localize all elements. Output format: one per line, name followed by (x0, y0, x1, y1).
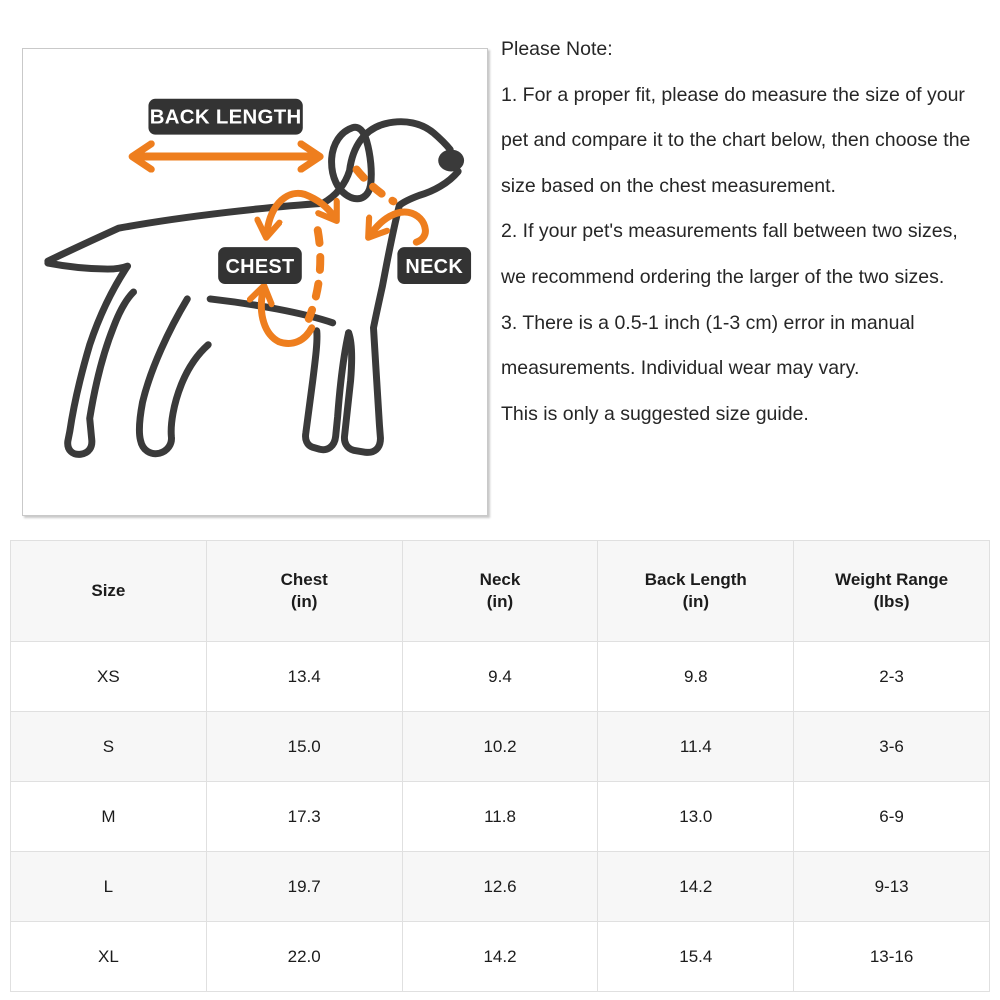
note-line: measurements. Individual wear may vary. (501, 357, 860, 380)
cell-back-length: 14.2 (598, 852, 794, 922)
dog-diagram-svg (23, 49, 487, 515)
cell-chest: 19.7 (206, 852, 402, 922)
table-row-s (11, 712, 990, 782)
dog-measurement-diagram (22, 48, 488, 516)
table-row-xl (11, 922, 990, 992)
table-header-row (11, 541, 990, 642)
cell-size: XS (11, 642, 207, 712)
cell-back-length: 13.0 (598, 782, 794, 852)
cell-weight: 2-3 (794, 642, 990, 712)
table-row-xs (11, 642, 990, 712)
cell-back-length: 15.4 (598, 922, 794, 992)
cell-back-length: 11.4 (598, 712, 794, 782)
dog-outline-drawing (48, 122, 464, 455)
column-header-weight-range: Weight Range (lbs) (794, 541, 990, 642)
note-line: 2. If your pet's measurements fall between two sizes, (501, 220, 958, 243)
back-length-label (148, 99, 302, 135)
note-line: 1. For a proper fit, please do measure the size of your (501, 83, 965, 106)
cell-chest: 17.3 (206, 782, 402, 852)
chest-label (218, 247, 302, 284)
cell-size: XL (11, 922, 207, 992)
cell-weight: 9-13 (794, 852, 990, 922)
dog-nose (438, 150, 464, 172)
note-line: This is only a suggested size guide. (501, 402, 809, 425)
cell-chest: 15.0 (206, 712, 402, 782)
cell-neck: 9.4 (402, 642, 598, 712)
column-header-back-length: Back Length (in) (598, 541, 794, 642)
cell-neck: 14.2 (402, 922, 598, 992)
table-row-l (11, 852, 990, 922)
note-line: we recommend ordering the larger of the two sizes. (501, 265, 945, 288)
note-line: pet and compare it to the chart below, then choose the (501, 129, 971, 152)
column-header-chest: Chest (in) (206, 541, 402, 642)
cell-weight: 6-9 (794, 782, 990, 852)
column-header-neck: Neck (in) (402, 541, 598, 642)
note-title: Please Note: (501, 38, 613, 60)
size-chart-table (10, 540, 990, 992)
cell-back-length: 9.8 (598, 642, 794, 712)
cell-size: L (11, 852, 207, 922)
cell-neck: 10.2 (402, 712, 598, 782)
table-row-m (11, 782, 990, 852)
note-line: size based on the chest measurement. (501, 174, 836, 197)
cell-size: S (11, 712, 207, 782)
cell-chest: 13.4 (206, 642, 402, 712)
cell-weight: 3-6 (794, 712, 990, 782)
neck-label (397, 247, 471, 284)
cell-neck: 11.8 (402, 782, 598, 852)
column-header-size: Size (11, 541, 207, 642)
back-length-label-text: BACK LENGTH (149, 106, 302, 129)
chest-label-text: CHEST (225, 256, 295, 279)
please-note-block (501, 27, 999, 437)
cell-weight: 13-16 (794, 922, 990, 992)
note-line: 3. There is a 0.5-1 inch (1-3 cm) error in manual (501, 311, 915, 334)
cell-neck: 12.6 (402, 852, 598, 922)
chest-dashed-girth-line (309, 230, 321, 319)
neck-label-text: NECK (405, 256, 464, 279)
cell-chest: 22.0 (206, 922, 402, 992)
cell-size: M (11, 782, 207, 852)
